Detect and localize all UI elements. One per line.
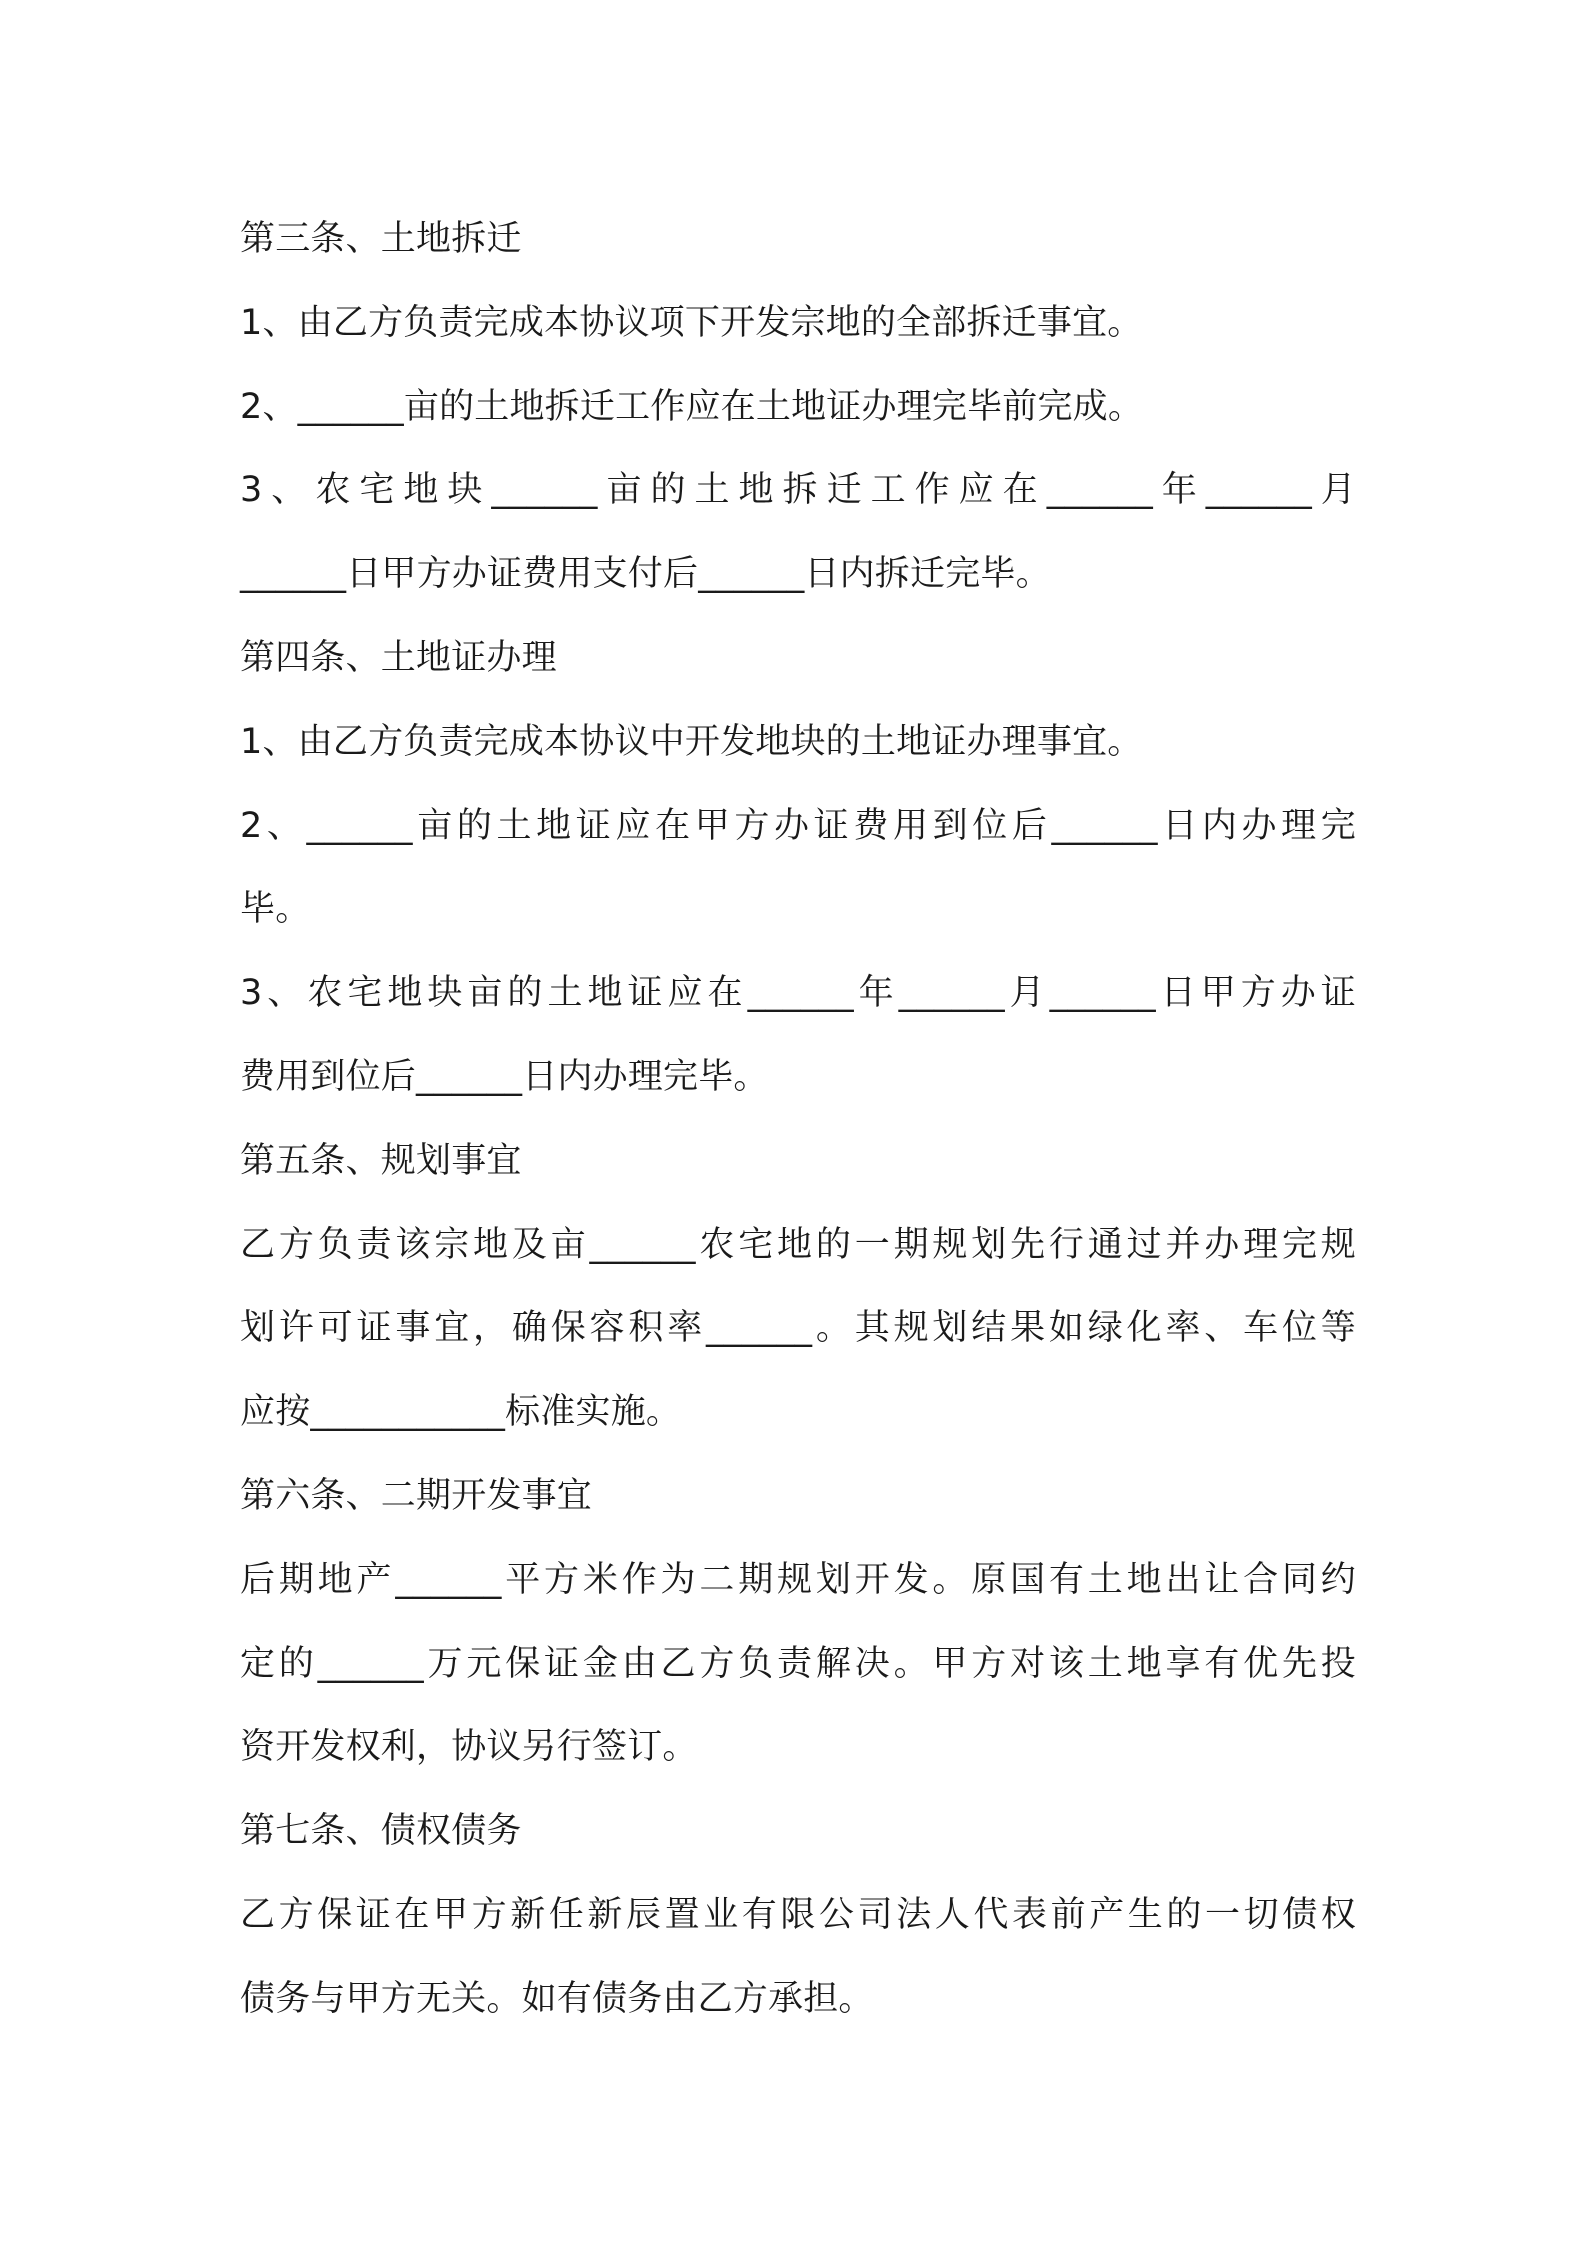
article-7-para-line-1: 乙方保证在甲方新任新辰置业有限公司法人代表前产生的一切债权 — [240, 1894, 1356, 1935]
document-body — [240, 198, 1356, 2042]
article-7-heading: 第七条、债权债务 — [240, 1811, 522, 1852]
article-7-para-line-2: 债务与甲方无关。如有债务由乙方承担。 — [240, 1978, 874, 2019]
article-4-item-1: 1、由乙方负责完成本协议中开发地块的土地证办理事宜。 — [240, 721, 1143, 762]
article-6-para-line-3: 资开发权利，协议另行签订。 — [240, 1727, 698, 1768]
article-5-para-line-1: 乙方负责该宗地及亩______农宅地的一期规划先行通过并办理完规 — [240, 1224, 1356, 1265]
article-3-item-1: 1、由乙方负责完成本协议项下开发宗地的全部拆迁事宜。 — [240, 302, 1143, 343]
article-6-heading: 第六条、二期开发事宜 — [240, 1475, 593, 1516]
article-6-para-line-2: 定的______万元保证金由乙方负责解决。甲方对该土地享有优先投 — [240, 1643, 1356, 1684]
article-3-item-3-line-1: 3、农宅地块______亩的土地拆迁工作应在______年______月 — [240, 470, 1356, 511]
article-4-item-3-line-2: 费用到位后______日内办理完毕。 — [240, 1056, 769, 1097]
article-3-item-3-line-2: ______日甲方办证费用支付后______日内拆迁完毕。 — [240, 554, 1051, 595]
article-6-para-line-1: 后期地产______平方米作为二期规划开发。原国有土地出让合同约 — [240, 1559, 1356, 1600]
article-3-heading: 第三条、土地拆迁 — [240, 219, 522, 259]
article-5-para-line-3: 应按___________标准实施。 — [240, 1392, 682, 1433]
article-5-heading: 第五条、规划事宜 — [240, 1140, 522, 1181]
article-4-item-3-line-1: 3、农宅地块亩的土地证应在______年______月______日甲方办证 — [240, 973, 1356, 1014]
article-4-item-2-line-1: 2、______亩的土地证应在甲方办证费用到位后______日内办理完 — [240, 805, 1356, 846]
article-4-item-2-line-2: 毕。 — [240, 889, 311, 930]
article-3-item-2: 2、______亩的土地拆迁工作应在土地证办理完毕前完成。 — [240, 386, 1144, 427]
article-4-heading: 第四条、土地证办理 — [240, 637, 557, 678]
article-5-para-line-2: 划许可证事宜，确保容积率______。其规划结果如绿化率、车位等 — [240, 1308, 1356, 1349]
